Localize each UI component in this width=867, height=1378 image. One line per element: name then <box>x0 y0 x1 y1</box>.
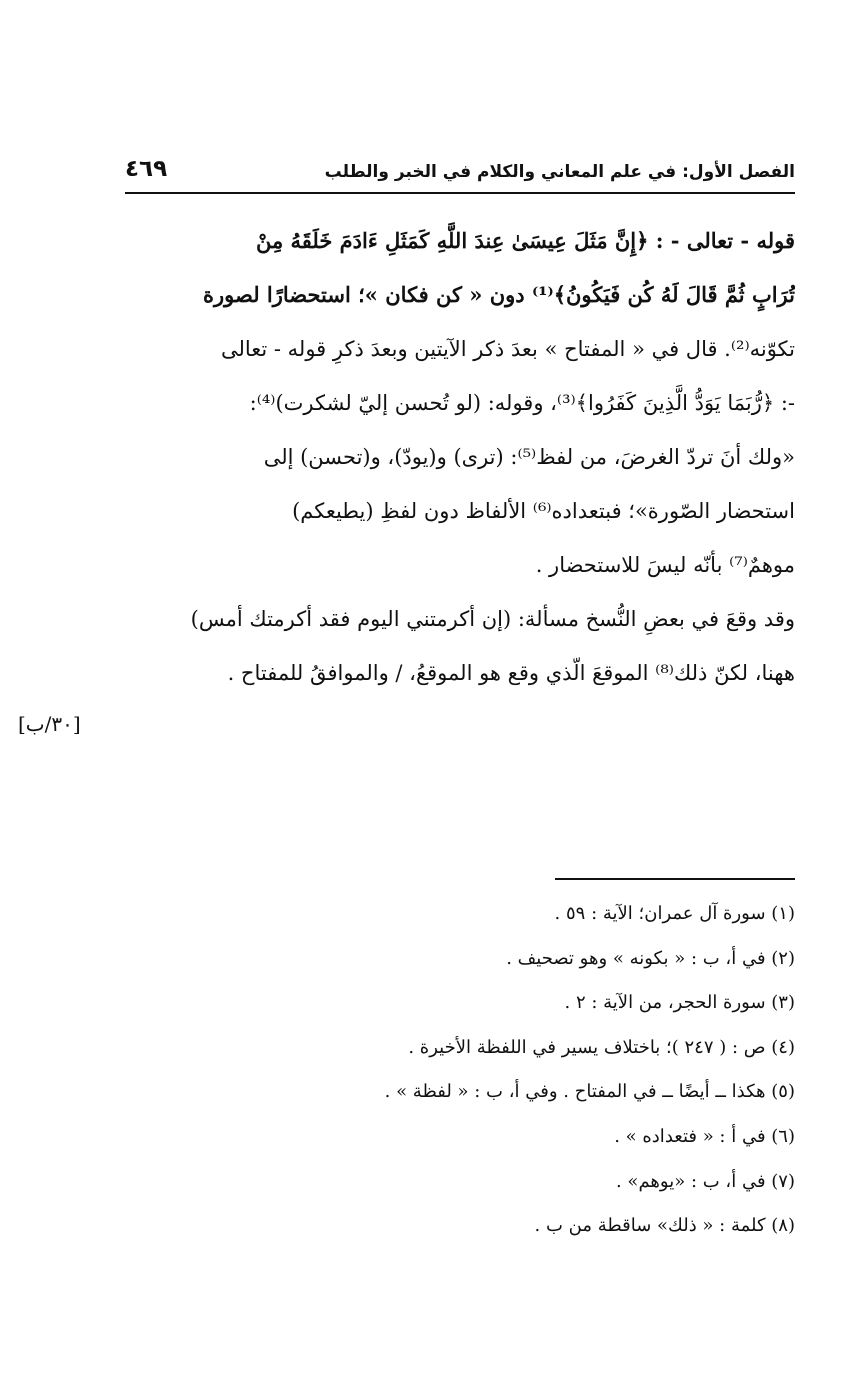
footnote-divider <box>555 878 795 880</box>
text-line: «ولك أنَ تردّ الغرضَ، من لفظ⁽⁵⁾: (ترى) و(يودّ)، و(تحسن) إلى <box>263 445 795 469</box>
footnote: (٣) سورة الحجر، من الآية : ٢ . <box>564 992 795 1014</box>
text-line: استحضار الصّورة»؛ فبتعداده⁽⁶⁾ الألفاظ دون لفظِ (يطيعكم) <box>292 499 795 523</box>
text-line: موهمٌ⁽⁷⁾ بأنّه ليسَ للاستحضار . <box>535 553 795 577</box>
text-line: قوله - تعالى - : ﴿إِنَّ مَثَلَ عِيسَىٰ عِندَ اللَّهِ كَمَثَلِ ءَادَمَ خَلَقَهُ مِنْ <box>255 228 795 253</box>
text-line: تكوّنه⁽²⁾. قال في « المفتاح » بعدَ ذكر الآيتين وبعدَ ذكرِ قوله - تعالى <box>220 337 795 361</box>
footnote: (١) سورة آل عمران؛ الآية : ٥٩ . <box>554 903 795 924</box>
text-line: -: ﴿رُّبَمَا يَوَدُّ الَّذِينَ كَفَرُوا﴾⁽³⁾، وقوله: (لو تُحسن إليّ لشكرت)⁽⁴⁾: <box>249 391 795 415</box>
footnote: (٢) في أ، ب : « بكونه » وهو تصحيف . <box>506 947 795 969</box>
footnote: (٨) كلمة : « ذلك» ساقطة من ب . <box>534 1215 795 1237</box>
page-number: ٤٦٩ <box>125 156 168 182</box>
text-line: ههنا، لكنّ ذلك⁽⁸⁾ الموقعَ الّذي وقع هو الموقعُ، / والموافقُ للمفتاح . <box>227 661 795 685</box>
footnote: (٥) هكذا ــ أيضًا ــ في المفتاح . وفي أ، ب : « لفظة » . <box>384 1081 795 1103</box>
chapter-title: الفصل الأول: في علم المعاني والكلام في الخبر والطلب <box>324 162 795 182</box>
folio-marker: [٣٠/ب] <box>18 712 81 736</box>
text-line: وقد وقعَ في بعضِ النُّسخ مسألة: (إن أكرمتني اليوم فقد أكرمتك أمس) <box>190 607 795 631</box>
main-text <box>125 214 795 700</box>
text-line: تُرَابٍ ثُمَّ قَالَ لَهُ كُن فَيَكُونُ﴾⁽¹⁾ دون « كن فكان »؛ استحضارًا لصورة <box>203 282 795 307</box>
footnote: (٦) في أ : « فتعداده » . <box>614 1125 795 1147</box>
header-divider <box>125 192 795 194</box>
running-header <box>125 156 795 190</box>
footnotes-list <box>200 892 795 1249</box>
footnote: (٤) ص : ( ٢٤٧ )؛ باختلاف يسير في اللفظة الأخيرة . <box>408 1036 795 1058</box>
footnote: (٧) في أ، ب : «يوهم» . <box>615 1170 795 1192</box>
